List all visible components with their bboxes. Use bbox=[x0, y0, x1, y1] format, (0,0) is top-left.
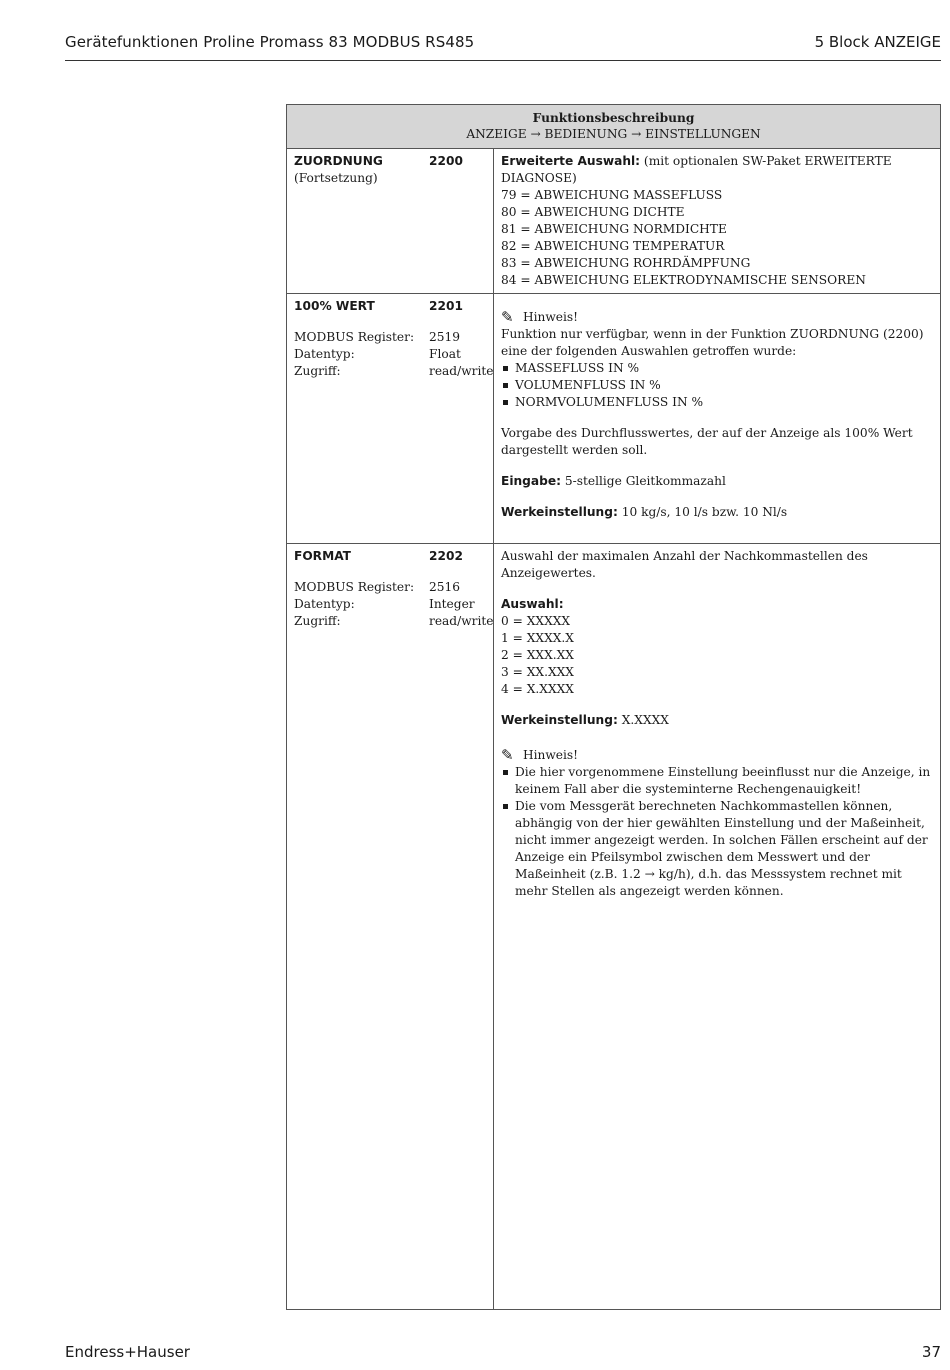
function-name: ZUORDNUNG bbox=[294, 154, 383, 168]
option-item: 2 = XXX.XX bbox=[501, 648, 574, 662]
factory-setting-label: Werkeinstellung: bbox=[501, 713, 618, 727]
option-item: 81 = ABWEICHUNG NORMDICHTE bbox=[501, 222, 727, 236]
option-item: 79 = ABWEICHUNG MASSEFLUSS bbox=[501, 188, 723, 202]
function-code: 2202 bbox=[429, 549, 463, 563]
table-title: Funktionsbeschreibung bbox=[532, 111, 695, 125]
footer-brand: Endress+Hauser bbox=[65, 1343, 190, 1361]
access-label: Zugriff: bbox=[294, 364, 341, 378]
description-text: Vorgabe des Durchflusswertes, der auf der Anzeige als 100% Wert dargestellt werden soll. bbox=[501, 426, 913, 457]
description-text: Auswahl der maximalen Anzahl der Nachkommastellen des Anzeigewertes. bbox=[501, 549, 868, 580]
bullet-list bbox=[501, 360, 937, 411]
access-value: read/write bbox=[429, 614, 494, 628]
function-table bbox=[286, 104, 941, 1310]
running-header-title: Gerätefunktionen Proline Promass 83 MODBUS RS485 bbox=[65, 33, 475, 51]
header-rule bbox=[65, 60, 941, 61]
function-name: FORMAT bbox=[294, 549, 351, 563]
row-divider bbox=[287, 543, 940, 544]
running-header-section: 5 Block ANZEIGE bbox=[814, 33, 941, 51]
option-item: 82 = ABWEICHUNG TEMPERATUR bbox=[501, 239, 725, 253]
row-divider bbox=[287, 293, 940, 294]
list-item: Die vom Messgerät berechneten Nachkommastellen können, abhängig von der hier gewählten Einstellung und der Maßeinheit, nicht immer angezeigt werden. In solchen Fällen erscheint auf der Anzeige ein Pfeilsymbol zwischen dem Messwert und der Maßeinheit (z.B. 1.2 → kg/h), d.h. das Messsystem rechnet mit mehr Stellen als angezeigt werden können. bbox=[501, 798, 937, 900]
option-item: 4 = X.XXXX bbox=[501, 682, 574, 696]
data-type-value: Float bbox=[429, 347, 461, 361]
note-label: Hinweis! bbox=[523, 310, 579, 324]
pencil-icon: ✎ bbox=[501, 308, 514, 326]
factory-setting-value: 10 kg/s, 10 l/s bzw. 10 Nl/s bbox=[617, 505, 788, 519]
option-item: 84 = ABWEICHUNG ELEKTRODYNAMISCHE SENSOREN bbox=[501, 273, 866, 287]
modbus-register-value: 2516 bbox=[429, 580, 461, 594]
row-zuordnung-meta bbox=[294, 153, 489, 187]
row-format-meta bbox=[294, 548, 494, 630]
extended-selection-label: Erweiterte Auswahl: bbox=[501, 154, 641, 168]
data-type-value: Integer bbox=[429, 597, 475, 611]
data-type-label: Datentyp: bbox=[294, 597, 355, 611]
selection-label: Auswahl: bbox=[501, 597, 564, 611]
option-item: 83 = ABWEICHUNG ROHRDÄMPFUNG bbox=[501, 256, 751, 270]
pencil-icon: ✎ bbox=[501, 746, 514, 764]
input-value: 5-stellige Gleitkommazahl bbox=[561, 474, 726, 488]
data-type-label: Datentyp: bbox=[294, 347, 355, 361]
column-divider bbox=[493, 149, 494, 1309]
option-item: 3 = XX.XXX bbox=[501, 665, 574, 679]
modbus-register-label: MODBUS Register: bbox=[294, 580, 415, 594]
factory-setting-label: Werkeinstellung: bbox=[501, 505, 618, 519]
input-label: Eingabe: bbox=[501, 474, 561, 488]
continuation-label: (Fortsetzung) bbox=[294, 171, 378, 185]
function-name: 100% WERT bbox=[294, 299, 375, 313]
option-item: 80 = ABWEICHUNG DICHTE bbox=[501, 205, 685, 219]
row-zuordnung-description bbox=[501, 153, 937, 289]
table-subtitle: ANZEIGE → BEDIENUNG → EINSTELLUNGEN bbox=[466, 127, 761, 141]
extended-selection-text: (mit optionalen SW-Paket ERWEITERTE DIAGNOSE) bbox=[501, 154, 892, 185]
option-item: 0 = XXXXX bbox=[501, 614, 571, 628]
list-item: NORMVOLUMENFLUSS IN % bbox=[501, 394, 937, 411]
row-100-wert-description bbox=[501, 309, 937, 521]
function-code: 2201 bbox=[429, 299, 463, 313]
list-item: Die hier vorgenommene Einstellung beeinflusst nur die Anzeige, in keinem Fall aber die systeminterne Rechengenauigkeit! bbox=[501, 764, 937, 798]
list-item: MASSEFLUSS IN % bbox=[501, 360, 937, 377]
page-number: 37 bbox=[921, 1343, 941, 1361]
factory-setting-value: X.XXXX bbox=[617, 713, 669, 727]
note-label: Hinweis! bbox=[523, 748, 579, 762]
option-item: 1 = XXXX.X bbox=[501, 631, 574, 645]
row-format-description bbox=[501, 548, 937, 900]
modbus-register-label: MODBUS Register: bbox=[294, 330, 415, 344]
list-item: VOLUMENFLUSS IN % bbox=[501, 377, 937, 394]
row-100-wert-meta bbox=[294, 298, 494, 380]
access-value: read/write bbox=[429, 364, 494, 378]
table-header bbox=[287, 105, 940, 149]
bullet-list bbox=[501, 764, 937, 900]
modbus-register-value: 2519 bbox=[429, 330, 461, 344]
note-text: Funktion nur verfügbar, wenn in der Funktion ZUORDNUNG (2200) eine der folgenden Auswahlen getroffen wurde: bbox=[501, 327, 924, 358]
access-label: Zugriff: bbox=[294, 614, 341, 628]
function-code: 2200 bbox=[429, 154, 463, 168]
